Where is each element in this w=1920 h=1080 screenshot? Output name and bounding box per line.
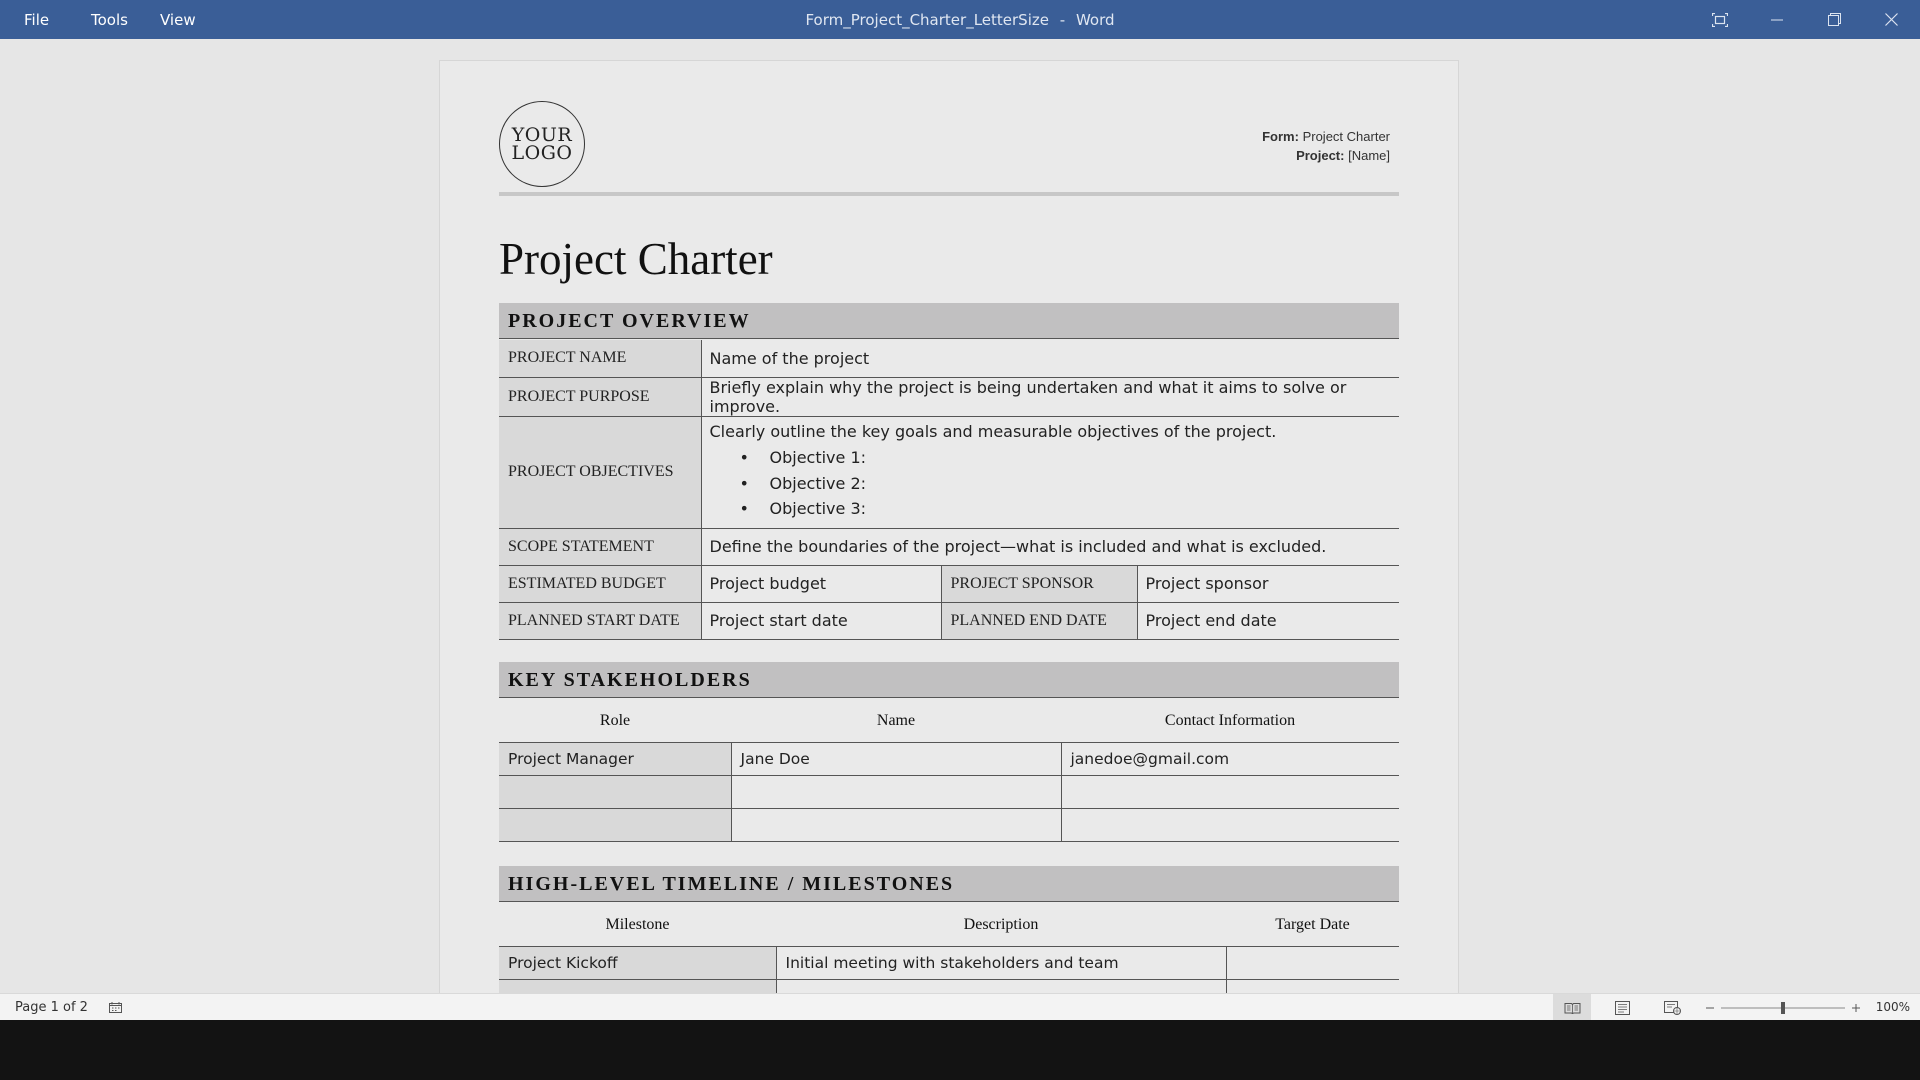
document-title: Project Charter <box>499 234 773 284</box>
taskbar-area <box>0 1020 1920 1080</box>
proofing-icon[interactable] <box>106 994 124 1021</box>
stakeholders-table <box>499 742 1399 842</box>
restore-button[interactable] <box>1806 0 1862 39</box>
section-heading-project-overview: PROJECT OVERVIEW <box>499 303 1399 339</box>
menu-item-file[interactable]: File <box>24 10 50 29</box>
project-name-label: PROJECT NAME <box>499 340 701 377</box>
project-purpose-label: PROJECT PURPOSE <box>499 377 701 416</box>
project-value: [Name] <box>1348 148 1390 163</box>
milestones-table <box>499 946 1399 993</box>
restore-icon <box>1828 13 1841 26</box>
form-value: Project Charter <box>1302 129 1390 144</box>
focus-mode-icon <box>1712 13 1728 27</box>
objective-item[interactable]: • Objective 1: <box>710 445 1400 471</box>
page-count[interactable]: Page 1 of 2 <box>15 1000 88 1015</box>
milestone-date-cell[interactable] <box>1226 980 1399 994</box>
document-page[interactable] <box>439 60 1459 993</box>
page-header-info <box>1262 127 1390 165</box>
estimated-budget-label: ESTIMATED BUDGET <box>499 565 701 602</box>
estimated-budget-value[interactable]: Project budget <box>701 565 941 602</box>
document-name: Form_Project_Charter_LetterSize <box>805 11 1049 29</box>
objectives-intro: Clearly outline the key goals and measurable objectives of the project. <box>709 422 1277 442</box>
zoom-slider[interactable] <box>1720 994 1846 1021</box>
zoom-in-icon <box>1851 1003 1861 1013</box>
project-name-value[interactable]: Name of the project <box>701 340 1399 377</box>
zoom-level[interactable]: 100% <box>1875 1000 1910 1014</box>
project-sponsor-value[interactable]: Project sponsor <box>1137 565 1399 602</box>
planned-end-date-label: PLANNED END DATE <box>941 602 1137 639</box>
title-bar <box>0 0 1920 39</box>
stakeholder-role-cell[interactable] <box>499 776 731 809</box>
menu-item-tools[interactable]: Tools <box>91 10 128 29</box>
header-divider <box>499 192 1399 196</box>
status-bar <box>0 993 1920 1020</box>
form-label: Form: <box>1262 129 1299 144</box>
close-button[interactable] <box>1863 0 1919 39</box>
menu-item-view[interactable]: View <box>160 10 196 29</box>
logo-text-line2: LOGO <box>511 142 573 164</box>
column-header-milestone: Milestone <box>605 916 670 933</box>
window-title <box>0 0 1920 39</box>
stakeholder-contact-cell[interactable] <box>1061 809 1399 842</box>
title-separator: - <box>1059 11 1066 29</box>
document-workspace[interactable] <box>0 39 1920 993</box>
column-header-name: Name <box>876 712 916 729</box>
project-overview-table <box>499 340 1399 640</box>
planned-end-date-value[interactable]: Project end date <box>1137 602 1399 639</box>
project-purpose-value[interactable]: Briefly explain why the project is being undertaken and what it aims to solve or improve. <box>701 377 1399 416</box>
close-icon <box>1885 13 1898 26</box>
section-heading-key-stakeholders: KEY STAKEHOLDERS <box>499 662 1399 698</box>
stakeholder-contact-cell[interactable] <box>1061 776 1399 809</box>
project-label: Project: <box>1296 148 1345 163</box>
app-name: Word <box>1075 11 1115 29</box>
stakeholder-role-cell[interactable]: Project Manager <box>499 743 731 776</box>
project-objectives-value[interactable] <box>701 416 1399 528</box>
stakeholder-name-cell[interactable] <box>731 776 1061 809</box>
objective-item[interactable]: • Objective 2: <box>710 471 1400 497</box>
zoom-slider-thumb[interactable] <box>1781 1002 1785 1014</box>
minimize-button[interactable] <box>1749 0 1805 39</box>
print-layout-button[interactable] <box>1603 994 1641 1021</box>
print-layout-icon <box>1615 1001 1630 1015</box>
table-row <box>499 980 1399 994</box>
logo-text-line1: YOUR <box>511 124 573 146</box>
table-row <box>499 947 1399 980</box>
objectives-list <box>710 445 1400 522</box>
logo-placeholder <box>499 101 585 187</box>
zoom-in-button[interactable] <box>1848 994 1864 1021</box>
planned-start-date-value[interactable]: Project start date <box>701 602 941 639</box>
read-mode-button[interactable] <box>1553 994 1591 1021</box>
milestone-date-cell[interactable] <box>1226 947 1399 980</box>
objective-item[interactable]: • Objective 3: <box>710 496 1400 522</box>
table-row <box>499 776 1399 809</box>
table-row <box>499 743 1399 776</box>
focus-mode-button[interactable] <box>1692 0 1748 39</box>
project-objectives-label: PROJECT OBJECTIVES <box>499 416 701 528</box>
project-sponsor-label: PROJECT SPONSOR <box>941 565 1137 602</box>
stakeholder-name-cell[interactable] <box>731 809 1061 842</box>
stakeholder-contact-cell[interactable]: janedoe@gmail.com <box>1061 743 1399 776</box>
column-header-description: Description <box>963 916 1039 933</box>
web-layout-icon <box>1664 1001 1682 1015</box>
column-header-target-date: Target Date <box>1275 916 1350 933</box>
minimize-icon <box>1771 19 1783 21</box>
milestone-description-cell[interactable]: Initial meeting with stakeholders and team <box>776 947 1226 980</box>
milestone-name-cell[interactable]: Project Kickoff <box>499 947 776 980</box>
stakeholder-name-cell[interactable]: Jane Doe <box>731 743 1061 776</box>
section-heading-timeline: HIGH-LEVEL TIMELINE / MILESTONES <box>499 866 1399 902</box>
zoom-out-button[interactable] <box>1702 994 1718 1021</box>
table-row <box>499 809 1399 842</box>
milestone-name-cell[interactable] <box>499 980 776 994</box>
stakeholder-role-cell[interactable] <box>499 809 731 842</box>
column-header-contact: Contact Information <box>1164 712 1296 729</box>
planned-start-date-label: PLANNED START DATE <box>499 602 701 639</box>
zoom-out-icon <box>1705 1003 1715 1013</box>
column-header-role: Role <box>599 712 631 729</box>
web-layout-button[interactable] <box>1654 994 1692 1021</box>
scope-statement-value[interactable]: Define the boundaries of the project—what is included and what is excluded. <box>701 528 1399 565</box>
scope-statement-label: SCOPE STATEMENT <box>499 528 701 565</box>
read-mode-icon <box>1564 1002 1581 1014</box>
milestone-description-cell[interactable] <box>776 980 1226 994</box>
